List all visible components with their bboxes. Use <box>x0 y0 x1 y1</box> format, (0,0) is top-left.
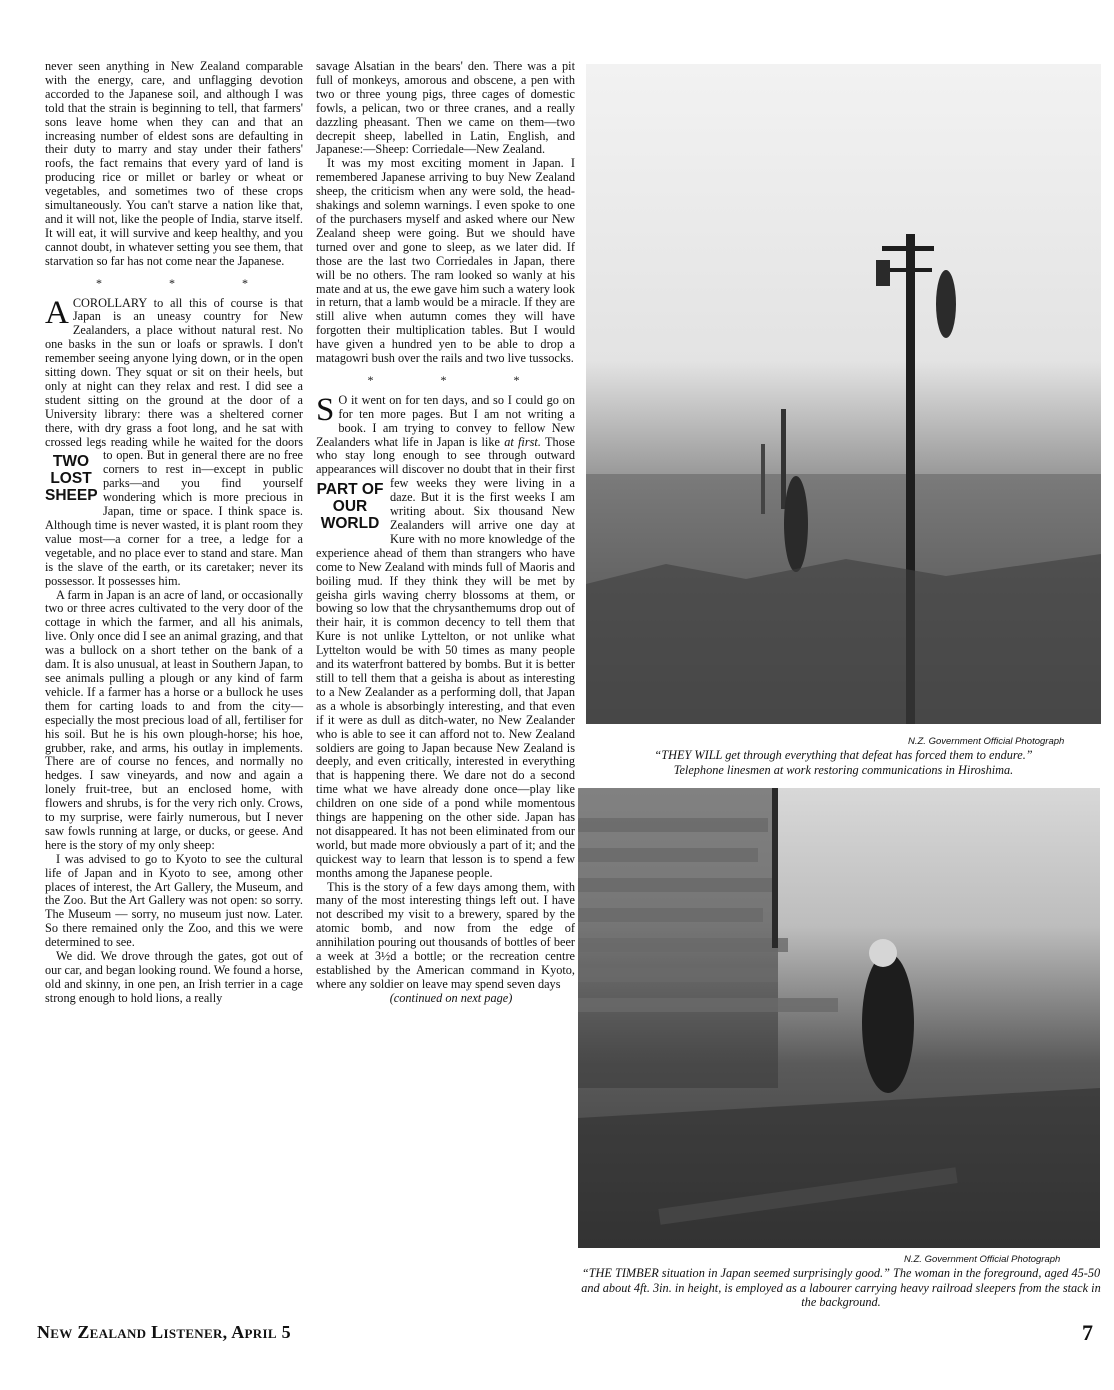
article-column-1 <box>45 60 303 1006</box>
subheading-line: PART OF <box>316 481 384 499</box>
caption-lead: “THEY WILL <box>654 748 723 762</box>
paragraph-text: COROLLARY to all this of course is that Japan is an uneasy country for New Zealanders, a place without natural rest. No one basks in the sun or loafs or sprawls. I don't remember seeing anyone lying down, or in the open sitting down. They squat or sit on their heels, but only at night can they relax and rest. I did see a student sitting on the ground at the door of a University library: there was a sheltered corner there, with dry grass a foot long, and he sat with crossed legs reading while he waited for the doors to <box>45 295 303 463</box>
paragraph-text: O it went on for ten days, and so I could go on for ten more pages. But I am not writing a book. I am trying to convey to fellow New Zealanders what life in Japan is like <box>316 392 575 449</box>
emphasis-text: at first. <box>504 434 541 449</box>
article-column-2 <box>316 60 575 1006</box>
caption-text: Telephone linesmen at work restoring communications in Hiroshima. <box>673 762 1014 777</box>
paragraph-text: Those who stay long enough to see through outward appearances will discover no doubt that <box>316 434 576 477</box>
paragraph: A farm in Japan is an acre of land, or occasionally two or three acres cultivated to the very door of the cottage in which the farmer, and all his animals, live. Only once did I see an animal grazing, and that was a bullock on a short tether on the bank of a dam. It is also unusual, at least in Southern Japan, to see animals pulling a plough or any kind of farm vehicle. If a farmer has a horse or a bullock he uses them for carting loads to and from the city—especially the most precious load of all, fertiliser for his soil. But he is his own plough-horse; his hoe, grubber, rake, and arms, his outlay in implements. There are of course no fences, and normally no hedges. I saw vineyards, and now and again a lonely fruit-tree, but an enclosed home, with flowers and shrubs, is for the very rich only. Crows, to my surprise, were fairly numerous, but I never saw fowls running at large, or ducks, or geese. And here is the story of my only sheep: <box>45 587 303 852</box>
drop-cap: S <box>316 391 335 428</box>
subheading-line: LOST <box>50 470 92 488</box>
paragraph: never seen anything in New Zealand comparable with the energy, care, and unflagging devotion accorded to the Japanese soil, and although I was told that the strain is beginning to tell, that farmers' sons leave home when they can and that an increasing number of eldest sons are defaulting in their duty to marry and stay under their fathers' roofs, the fact remains that every yard of land is producing rice or millet or barley or wheat or vegetables, and sometimes two of these crops simultaneously. You can't starve a nation like that, and it will not, like the people of India, starve itself. It will eat, it will survive and keep healthy, and you cannot doubt, in whatever setting you see them, that starvation so far has not come near the Japanese. <box>45 59 303 268</box>
paragraph-text: in their first few weeks they were living in a daze. But it is the first weeks I am writing about. Six thousand New Zealanders will arrive one day at Kure with no more knowledge of the experience ahead of them than strangers who have come to New Zealand with minds full of Maoris and boiling mud. If they think they will be met by geisha girls waving cherry blossoms at them, or bowing so low that the chrysanthemums drop out of their hair, it is common decency to tell them that Kure is not unlike Lyttelton, or not unlike what Lyttelton would be with 50 times as many people and its waterfront battered by bombs. But it is better still to tell them that a geisha is about as interesting to a New Zealander as a performing doll, that Japan as a whole is absorbingly interesting, and that even if it were as dull as ditch-water, no New Zealander who is able to see it can afford not to. New Zealand soldiers are going to Japan because New Zealand is deeply, and even critically, interested in everything that is happening there. We dare not do a second time what we have already done once—play like children on one side of a pond while momentous things are happening on the other side. Japan has not disappeared. It has not been eliminated from our world, but made more obviously a part of it; and the quickest way to learn that lesson is to spend a few months among the Japanese people. <box>316 462 575 880</box>
paragraph-text: open. But in general there are no free corners to rest in—except in public parks—and you find yourself wondering which is more precious in Japan, time or space. I think space is. Although time is never wasted, it is plant room they value most—a corner for a tree, a ledge for a vegetable, and no place ever to stand and stare. Man is the slave of the earth, or its caretaker; never its possessor. It possesses him. <box>45 448 303 588</box>
subheading-line: WORLD <box>320 515 380 533</box>
continued-notice: (continued on next page) <box>389 990 513 1005</box>
photo-caption <box>580 1266 1102 1310</box>
section-separator: * * * <box>96 275 280 290</box>
photo-timber-stack <box>578 788 1100 1248</box>
paragraph: savage Alsatian in the bears' den. There was a pit full of monkeys, amorous and obscene, a pen with two or three young pigs, three cages of domestic fowls, a pelican, two or three cranes, and a really dazzling pheasant. Then we came on them—two decrepit sheep, labelled in Latin, English, and Japanese:—Sheep: Corriedale—New Zealand. <box>316 59 575 157</box>
page-footer: New Zealand Listener, April 5 <box>37 1322 291 1342</box>
paragraph: We did. We drove through the gates, got out of our car, and began looking round. We found a horse, old and skinny, in one pen, an Irish terrier in a cage strong enough to hold lions, a really <box>45 949 303 1005</box>
paragraph: I was advised to go to Kyoto to see the cultural life of Japan and in Kyoto to see, among other places of interest, the Art Gallery, the Museum, and the Zoo. But the Art Gallery was not open: so sorry. The Museum — sorry, no museum just now. Later. So there remained only the Zoo, and this we were determined to see. <box>45 851 303 950</box>
caption-text: get through everything that defeat has forced them to endure.” <box>722 748 1033 762</box>
subheading-line: TWO <box>52 453 90 471</box>
paragraph <box>45 294 303 589</box>
paragraph <box>316 391 576 881</box>
subheading-part-of-our-world <box>316 481 384 532</box>
photo-caption <box>586 748 1101 777</box>
photo-hiroshima-linesmen <box>586 64 1101 724</box>
paragraph: It was my most exciting moment in Japan. I remembered Japanese arriving to buy New Zealand sheep, the criticism when any were sold, the head-shakings and solemn warnings. I even spoke to one of the purchasers myself and asked where our New Zealand sheep were going. But we should have turned over and gone to sleep, as we later did. If those are the last two Corriedales in Japan, there will be no others. The ram looked so wanly at his mate and at us, the ewe gave him such a watery look in return, that a lamb would be a miracle. If they are still alive when autumn comes they will have forgotten their multiplication tables. But I would have given a hundred yen to be able to drop a matagowri bush over the rails and two live tussocks. <box>316 156 575 366</box>
subheading-line: OUR <box>332 498 368 516</box>
section-separator: * * * <box>367 372 552 387</box>
caption-text: situation in Japan seemed surprisingly good.” The woman in the foreground, aged 45-50 and about 4ft. 3in. in height, is employed as a labourer carrying heavy railroad sleepers from the stack in the background. <box>581 1266 1101 1309</box>
photo-credit: N.Z. Government Official Photograph <box>904 1254 1061 1265</box>
subheading-two-lost-sheep <box>45 453 97 504</box>
subheading-line: SHEEP <box>45 487 98 505</box>
page-number: 7 <box>1082 1320 1093 1345</box>
paragraph: This is the story of a few days among them, with many of the most interesting things left out. I have not described my visit to a brewery, spared by the atomic bomb, and now from the edge of annihilation pouring out thousands of bottles of beer a week at 3½d a bottle; or the recreation centre established by the American command in Kyoto, where any soldier on leave may spend seven days <box>316 879 575 991</box>
photo-credit: N.Z. Government Official Photograph <box>908 736 1065 747</box>
photo-illustration <box>578 788 1100 1248</box>
caption-lead: “THE TIMBER <box>581 1266 659 1280</box>
drop-cap: A <box>45 294 69 331</box>
photo-illustration <box>586 64 1101 724</box>
